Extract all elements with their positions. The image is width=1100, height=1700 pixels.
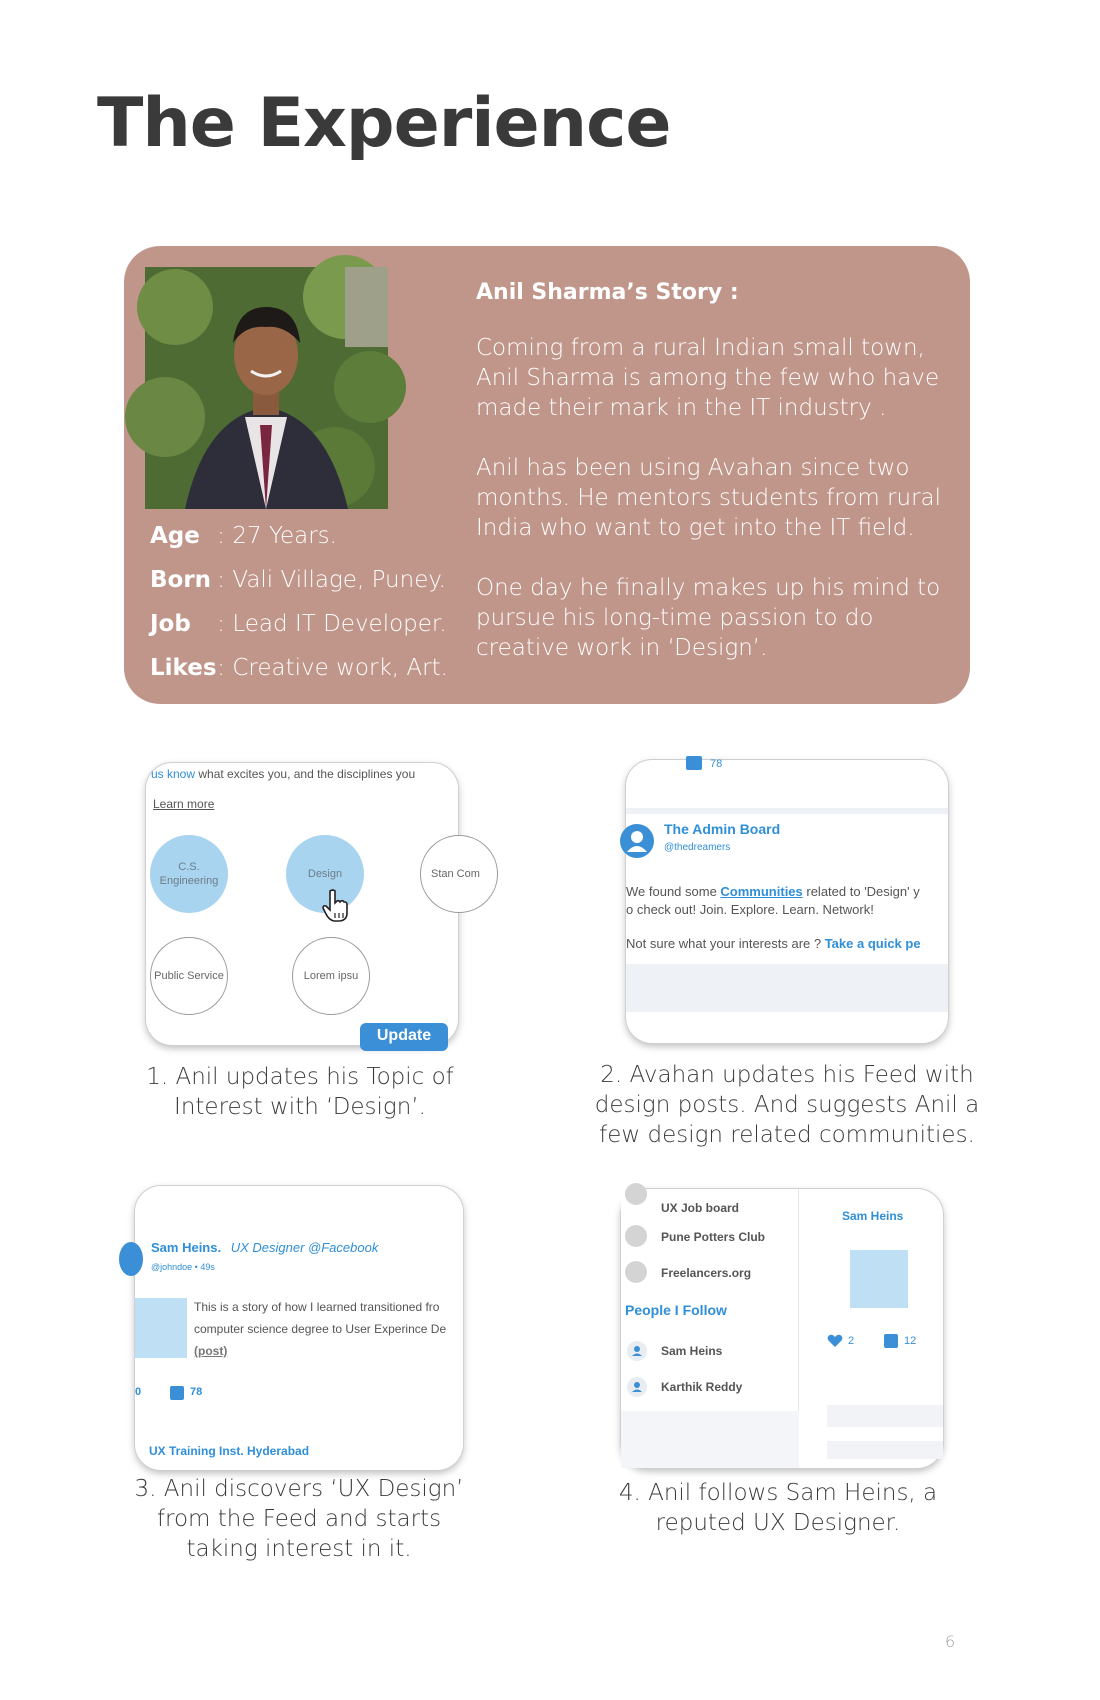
board-avatar (620, 824, 654, 858)
topic-public-service[interactable]: Public Service (150, 937, 228, 1015)
comment-icon (686, 756, 702, 770)
board-name[interactable]: The Admin Board (664, 821, 781, 837)
story-title: Anil Sharma’s Story : (476, 280, 739, 305)
user-icon (627, 1341, 647, 1361)
intro-text: what excites you, and the disciplines you (195, 767, 416, 781)
suggestion-line-3 (626, 936, 921, 951)
fact-born-key: Born (150, 567, 212, 593)
fact-likes-key: Likes (150, 655, 217, 681)
comment-icon[interactable] (170, 1386, 184, 1400)
community-item[interactable]: UX Job board (661, 1201, 740, 1215)
story-paragraph: One day he finally makes up his mind to pursue his long-time passion to do creative work in ‘Design’. (476, 575, 941, 661)
page-title: The Experience (97, 84, 671, 163)
screenshot-feed (626, 760, 948, 1043)
suggestion-line-2: o check out! Join. Explore. Learn. Network! (626, 902, 874, 917)
comment-count: 12 (904, 1335, 917, 1347)
post-author[interactable]: Sam Heins. (151, 1240, 222, 1255)
community-avatar (625, 1225, 647, 1247)
fact-age (150, 514, 460, 558)
post-link[interactable]: (post) (194, 1344, 228, 1358)
learn-more-link[interactable]: Learn more (153, 797, 215, 811)
fact-likes-sep: : (210, 655, 233, 681)
fact-job (150, 602, 460, 646)
fact-age-key: Age (150, 523, 200, 549)
topics-intro (151, 767, 415, 781)
fact-age-value: 27 Years. (232, 523, 337, 549)
topic-cs-engineering[interactable]: C.S. Engineering (150, 835, 228, 913)
like-count: 2 (848, 1335, 855, 1347)
community-avatar (625, 1183, 647, 1205)
caption-step-2: 2. Avahan updates his Feed with design posts. And suggests Anil a few design related communities. (594, 1062, 980, 1148)
line1-text: We found some (626, 884, 721, 899)
top-comment-count: 78 (710, 758, 723, 770)
sidebar (621, 1189, 799, 1468)
quiz-link[interactable]: Take a quick pe (824, 936, 921, 951)
placeholder-bar (827, 1405, 943, 1427)
placeholder-bar (827, 1441, 943, 1459)
fact-born-sep: : (210, 567, 233, 593)
caption-step-1: 1. Anil updates his Topic of Interest with ‘Design’. (146, 1064, 454, 1120)
intro-link[interactable]: us know (151, 767, 196, 781)
post-author-role: UX Designer @Facebook (230, 1240, 379, 1255)
post-thumbnail (135, 1298, 187, 1358)
caption-step-4: 4. Anil follows Sam Heins, a reputed UX Designer. (618, 1480, 938, 1536)
persona-facts (150, 514, 460, 690)
hand-cursor-icon (321, 889, 349, 923)
fact-job-value: Lead IT Developer. (232, 611, 447, 637)
screenshot-post (135, 1186, 463, 1470)
profile-name[interactable]: Sam Heins (842, 1209, 904, 1223)
fact-job-sep: : (210, 611, 233, 637)
post-body-line: This is a story of how I learned transitioned fro (194, 1300, 440, 1314)
post-body (194, 1296, 446, 1362)
story-paragraph: Coming from a rural Indian small town, Anil Sharma is among the few who have made their mark in the IT industry . (476, 335, 940, 421)
followed-person[interactable]: Karthik Reddy (661, 1380, 743, 1394)
post-comment-count: 78 (190, 1386, 203, 1398)
line1-text-end: related to 'Design' y (802, 884, 920, 899)
user-icon (620, 824, 654, 858)
feed-placeholder (626, 964, 948, 1012)
next-post-title[interactable]: UX Training Inst. Hyderabad (149, 1444, 310, 1458)
topic-design[interactable]: Design (286, 835, 364, 913)
author-avatar (119, 1242, 143, 1276)
post-handle: @johndoe • 49s (151, 1262, 215, 1272)
fact-born-value: Vali Village, Puney. (232, 567, 446, 593)
post-header (151, 1240, 378, 1255)
user-icon (627, 1377, 647, 1397)
persona-card (124, 246, 970, 704)
screenshot-following (621, 1189, 943, 1468)
communities-link[interactable]: Communities (720, 884, 803, 899)
comment-icon[interactable] (884, 1334, 898, 1348)
page-number: 6 (945, 1632, 956, 1651)
community-avatar (625, 1261, 647, 1283)
community-item[interactable]: Freelancers.org (661, 1266, 752, 1280)
fact-born (150, 558, 460, 602)
profile-picture (850, 1250, 908, 1308)
update-button[interactable]: Update (360, 1023, 448, 1051)
heart-icon[interactable] (827, 1334, 843, 1348)
topic-stan-com[interactable]: Stan Com (420, 835, 498, 913)
people-follow-header: People I Follow (625, 1302, 727, 1318)
post-left-count: 0 (135, 1386, 142, 1398)
persona-story (476, 280, 956, 693)
persona-photo (145, 267, 388, 509)
fact-job-key: Job (150, 611, 191, 637)
community-item[interactable]: Pune Potters Club (661, 1230, 766, 1244)
line3-text: Not sure what your interests are ? (626, 936, 825, 951)
screenshot-topics (146, 763, 480, 1045)
topic-lorem[interactable]: Lorem ipsu (292, 937, 370, 1015)
board-handle: @thedreamers (664, 842, 731, 853)
fact-age-sep: : (210, 523, 233, 549)
followed-person[interactable]: Sam Heins (661, 1344, 723, 1358)
sidebar-footer (621, 1411, 799, 1468)
divider (626, 808, 948, 814)
fact-likes-value: Creative work, Art. (232, 655, 448, 681)
fact-likes (150, 646, 460, 690)
post-body-line: computer science degree to User Experince De (194, 1322, 447, 1336)
story-paragraph: Anil has been using Avahan since two months. He mentors students from rural India who want to get into the IT field. (476, 455, 942, 541)
suggestion-line-1 (626, 884, 920, 899)
caption-step-3: 3. Anil discovers ‘UX Design’ from the Feed and starts taking interest in it. (134, 1476, 464, 1562)
